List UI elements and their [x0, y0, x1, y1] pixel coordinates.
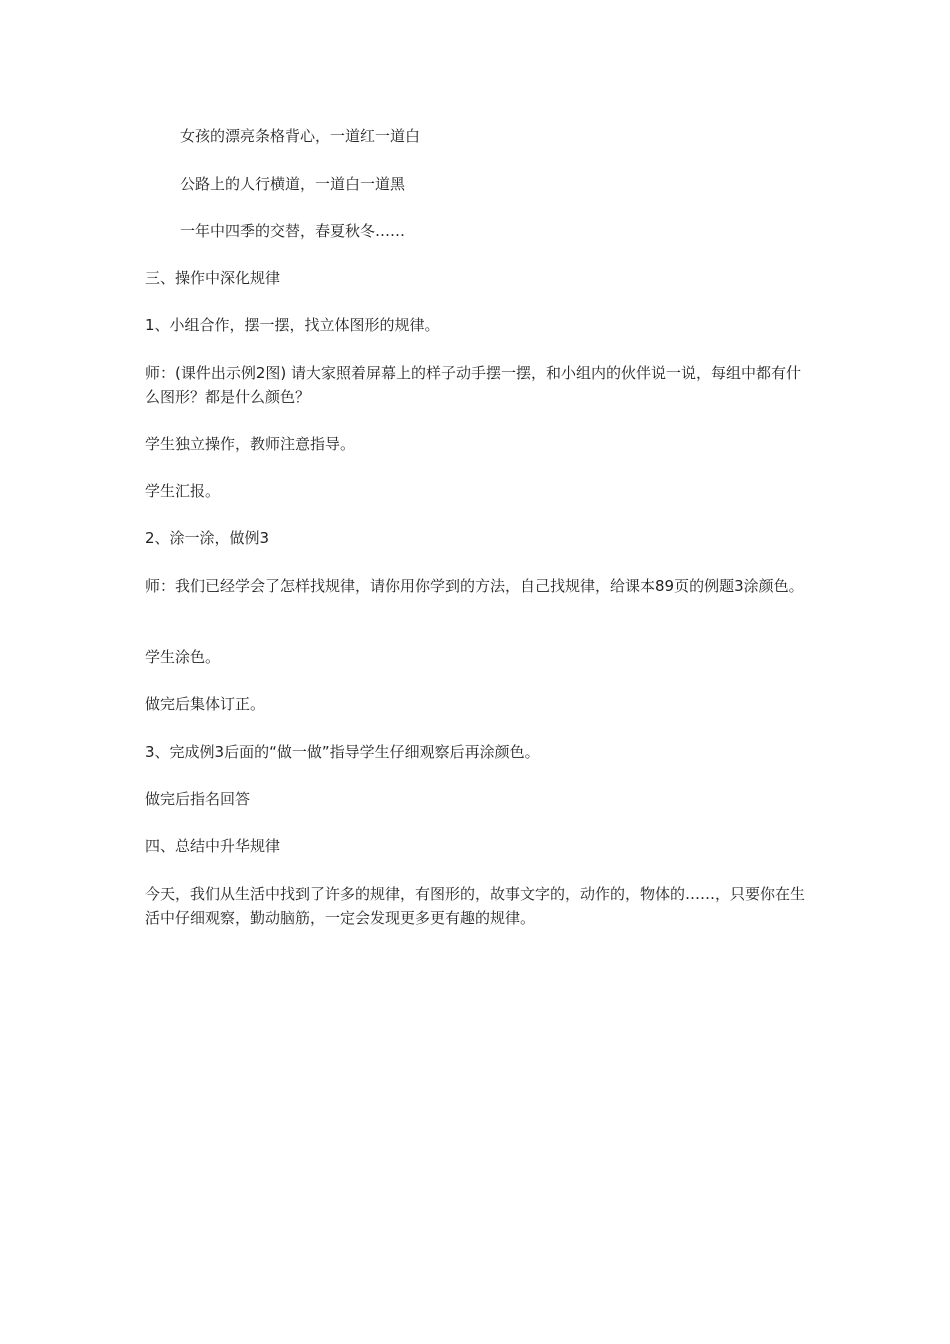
- paragraph-crosswalk: 公路上的人行横道，一道白一道黑: [180, 175, 406, 193]
- step-1-heading: 1、小组合作，摆一摆，找立体图形的规律。: [145, 316, 440, 334]
- paragraph-teacher-instruction-1: 师：(课件出示例2图) 请大家照着屏幕上的样子动手摆一摆，和小组内的伙伴说一说，每组中都有什么图形？都是什么颜色？: [145, 364, 802, 406]
- paragraph-summary: 今天，我们从生活中找到了许多的规律，有图形的，故事文字的，动作的，物体的……，只要你在生活中仔细观察，勤动脑筋，一定会发现更多更有趣的规律。: [145, 885, 806, 927]
- paragraph-student-operation: 学生独立操作，教师注意指导。: [145, 435, 356, 453]
- step-3-heading: 3、完成例3后面的“做一做”指导学生仔细观察后再涂颜色。: [145, 743, 540, 761]
- paragraph-answer: 做完后指名回答: [145, 790, 251, 808]
- paragraph-vest: 女孩的漂亮条格背心，一道红一道白: [180, 127, 421, 145]
- paragraph-seasons: 一年中四季的交替，春夏秋冬……: [180, 222, 406, 240]
- paragraph-student-report: 学生汇报。: [145, 482, 221, 500]
- paragraph-student-coloring: 学生涂色。: [145, 648, 221, 666]
- section-heading-4: 四、总结中升华规律: [145, 837, 281, 855]
- step-2-heading: 2、涂一涂，做例3: [145, 529, 270, 547]
- paragraph-group-correction: 做完后集体订正。: [145, 695, 266, 713]
- section-heading-3: 三、操作中深化规律: [145, 269, 281, 287]
- paragraph-teacher-instruction-2: 师：我们已经学会了怎样找规律，请你用你学到的方法，自己找规律，给课本89页的例题3涂颜色。: [145, 577, 804, 595]
